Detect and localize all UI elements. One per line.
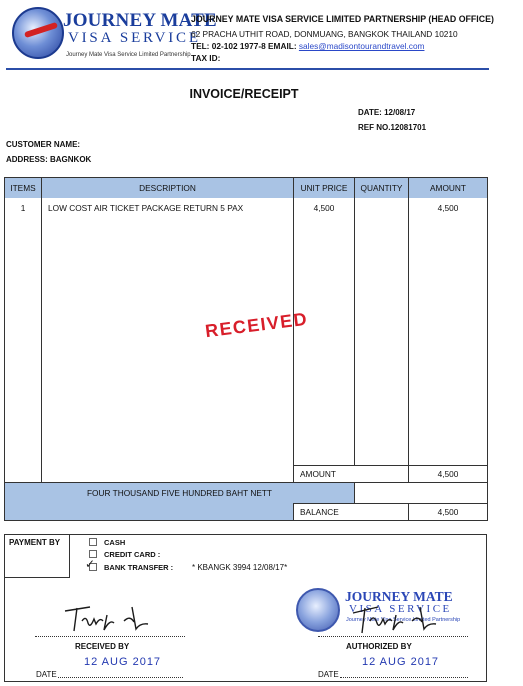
- logo-globe-icon: [12, 7, 64, 59]
- company-address: 62 PRACHA UTHIT ROAD, DONMUANG, BANGKOK THAILAND 10210: [191, 29, 458, 39]
- document-title: INVOICE/RECEIPT: [189, 87, 299, 101]
- logo-title: JOURNEY MATE: [63, 10, 217, 31]
- company-contact: [191, 41, 424, 51]
- credit-card-option-label: CREDIT CARD :: [104, 550, 161, 559]
- document-date: DATE: 12/08/17: [358, 108, 416, 117]
- header-unit-price: UNIT PRICE: [294, 178, 355, 199]
- header-amount: AMOUNT: [409, 178, 488, 199]
- company-seal-subtitle: VISA SERVICE: [349, 603, 452, 615]
- amount-row: [5, 466, 488, 483]
- authorized-date-stamp: 12 AUG 2017: [362, 656, 440, 668]
- receiver-signature: [60, 597, 160, 637]
- balance-value: 4,500: [409, 504, 488, 521]
- header-items: ITEMS: [5, 178, 42, 199]
- payment-by-label: PAYMENT BY: [9, 538, 61, 547]
- authorizer-signature: [350, 595, 450, 637]
- table-empty-space: [5, 218, 488, 466]
- table-header-row: [5, 178, 488, 199]
- balance-row: [5, 504, 488, 521]
- bank-transfer-reference: * KBANGK 3994 12/08/17*: [192, 563, 288, 572]
- row-unit-price: 4,500: [294, 198, 355, 218]
- balance-label: BALANCE: [294, 504, 409, 521]
- header-divider: [6, 68, 489, 70]
- cash-checkbox[interactable]: [89, 538, 97, 546]
- amount-label: AMOUNT: [294, 466, 409, 483]
- checkmark-icon: ✓: [85, 557, 96, 571]
- row-quantity: [355, 198, 409, 218]
- customer-address: ADDRESS: BAGNKOK: [6, 155, 92, 164]
- bank-transfer-option-label: BANK TRANSFER :: [104, 563, 174, 572]
- company-email-link[interactable]: sales@madisontourandtravel.com: [298, 41, 425, 51]
- authorized-date-line: [340, 677, 468, 678]
- company-tel: TEL: 02-102 1977-8 EMAIL:: [191, 41, 297, 51]
- received-stamp: RECEIVED: [204, 308, 310, 342]
- received-date-stamp: 12 AUG 2017: [84, 656, 162, 668]
- received-by-signature-line: [35, 636, 185, 637]
- customer-name-label: CUSTOMER NAME:: [6, 140, 81, 149]
- logo-caption: Journey Mate Visa Service Limited Partnership: [66, 52, 191, 58]
- row-description: LOW COST AIR TICKET PACKAGE RETURN 5 PAX: [42, 198, 294, 218]
- document-ref-number: REF NO.12081701: [358, 123, 427, 132]
- company-tax-id: TAX ID:: [191, 53, 221, 63]
- company-seal-caption: Journey Mate Visa Service Limited Partnership: [346, 617, 461, 623]
- row-item-number: 1: [5, 198, 42, 218]
- amount-words-row: [5, 483, 488, 504]
- header-quantity: QUANTITY: [355, 178, 409, 199]
- received-date-line: [58, 677, 183, 678]
- company-seal-title: JOURNEY MATE: [345, 589, 453, 604]
- header-description: DESCRIPTION: [42, 178, 294, 199]
- amount-value: 4,500: [409, 466, 488, 483]
- received-date-label: DATE: [36, 670, 57, 679]
- table-row: [5, 198, 488, 218]
- company-name: JOURNEY MATE VISA SERVICE LIMITED PARTNERSHIP (HEAD OFFICE): [191, 14, 494, 24]
- invoice-items-table: [4, 177, 488, 521]
- logo-subtitle: VISA SERVICE: [68, 30, 201, 46]
- row-amount: 4,500: [409, 198, 488, 218]
- authorized-by-signature-line: [318, 636, 468, 637]
- authorized-by-label: AUTHORIZED BY: [346, 642, 412, 651]
- received-by-label: RECEIVED BY: [75, 642, 130, 651]
- amount-in-words: FOUR THOUSAND FIVE HUNDRED BAHT NETT: [5, 483, 355, 504]
- cash-option-label: CASH: [104, 538, 126, 547]
- company-seal-globe-icon: [296, 588, 340, 632]
- authorized-date-label: DATE: [318, 670, 339, 679]
